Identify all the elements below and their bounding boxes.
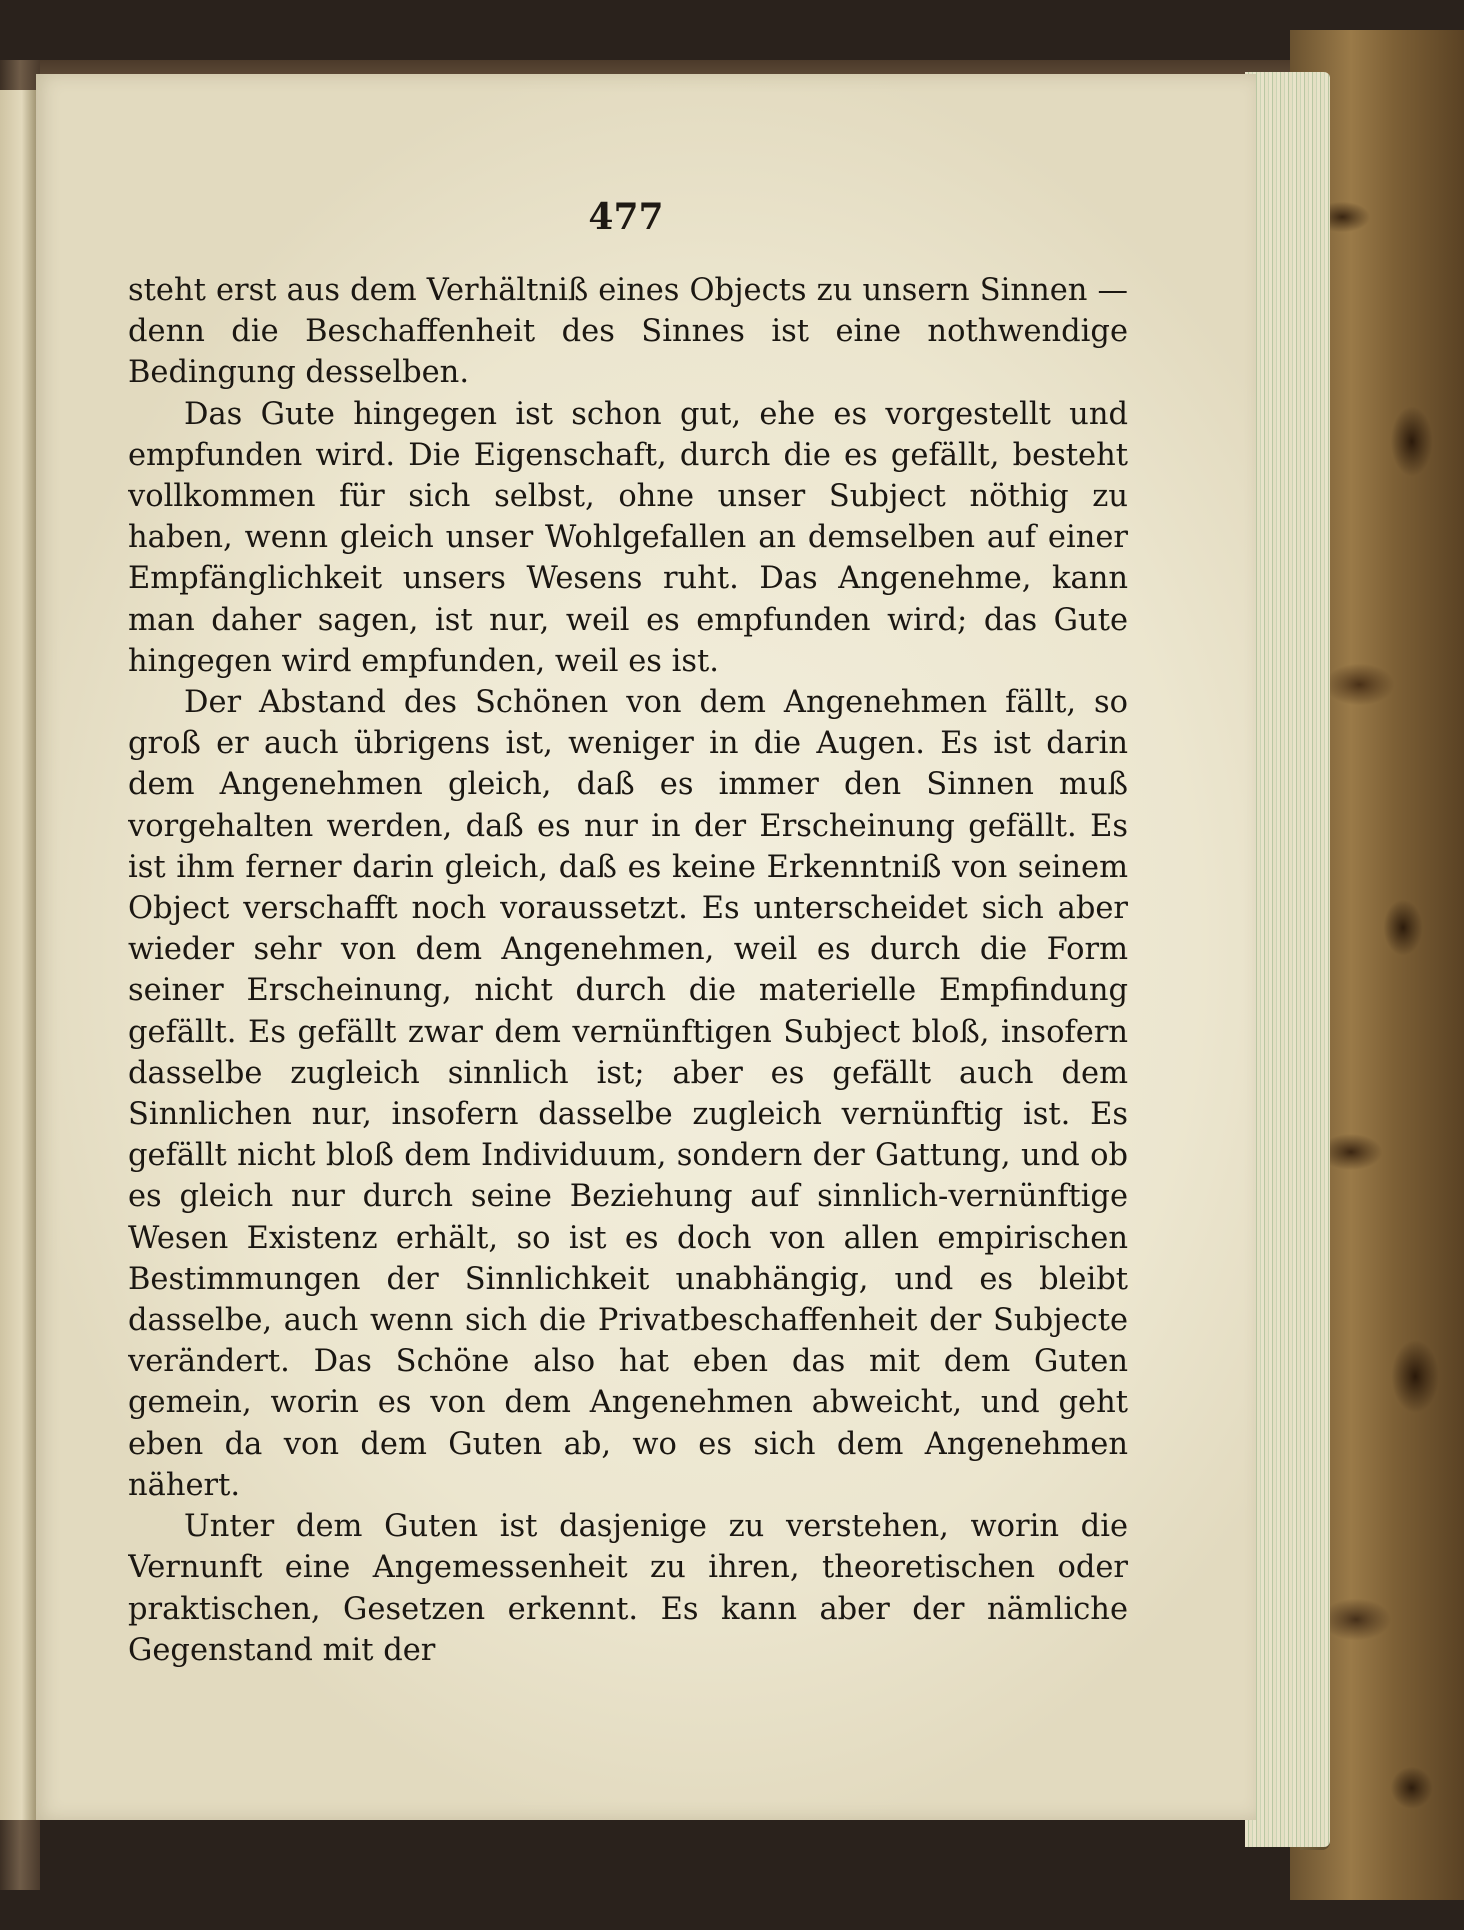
paragraph: Unter dem Guten ist dasjenige zu verstehen, worin die Vernunft eine Angemessenheit zu ihren, theoretischen oder praktischen, Gesetzen erkennt. Es kann aber der nämliche Gegenstand mit der bbox=[128, 1509, 1128, 1668]
paragraph: Das Gute hingegen ist schon gut, ehe es vorgestellt und empfunden wird. Die Eigenschaft, durch die es gefällt, besteht vollkommen für sich selbst, ohne unser Subject nöthig zu haben, wenn gleich unser Wohlgefallen an demselben auf einer Empfänglichkeit unsers Wesens ruht. Das Angenehme, kann man daher sagen, ist nur, weil es empfunden wird; das Gute hingegen wird empfunden, weil es ist. bbox=[128, 396, 1128, 679]
facing-page-edge bbox=[0, 90, 36, 1820]
paragraph: Der Abstand des Schönen von dem Angenehmen fällt, so groß er auch übrigens ist, weniger in die Augen. Es ist darin dem Angenehmen gleich, daß es immer den Sinnen muß vorgehalten werden, daß es nur in der Erscheinung gefällt. Es ist ihm ferner darin gleich, daß es keine Erkenntniß von seinem Object verschafft noch voraussetzt. Es unterscheidet sich aber wieder sehr von dem Angenehmen, weil es durch die Form seiner Erscheinung, nicht durch die materielle Empfindung gefällt. Es gefällt zwar dem vernünftigen Subject bloß, insofern dasselbe zugleich sinnlich ist; aber es gefällt auch dem Sinnlichen nur, insofern dasselbe zugleich vernünftig ist. Es gefällt nicht bloß dem Individuum, sondern der Gattung, und ob es gleich nur durch seine Beziehung auf sinnlich-vernünftige Wesen Existenz erhält, so ist es doch von allen empirischen Bestimmungen der Sinnlichkeit unabhängig, und es bleibt dasselbe, auch wenn sich die Privatbeschaffenheit der Subjecte verändert. Das Schöne also hat eben das mit dem Guten gemein, worin es von dem Angenehmen abweicht, und geht eben da von dem Guten ab, wo es sich dem Angenehmen nähert. bbox=[128, 685, 1128, 1503]
page-number: 477 bbox=[588, 196, 664, 238]
book-page bbox=[36, 74, 1256, 1820]
page-stack-edges bbox=[1245, 72, 1330, 1847]
page-body bbox=[128, 270, 1128, 1750]
paragraph: steht erst aus dem Verhältniß eines Objects zu unsern Sinnen — denn die Beschaffenheit des Sinnes ist eine nothwendige Bedingung desselben. bbox=[128, 273, 1128, 391]
